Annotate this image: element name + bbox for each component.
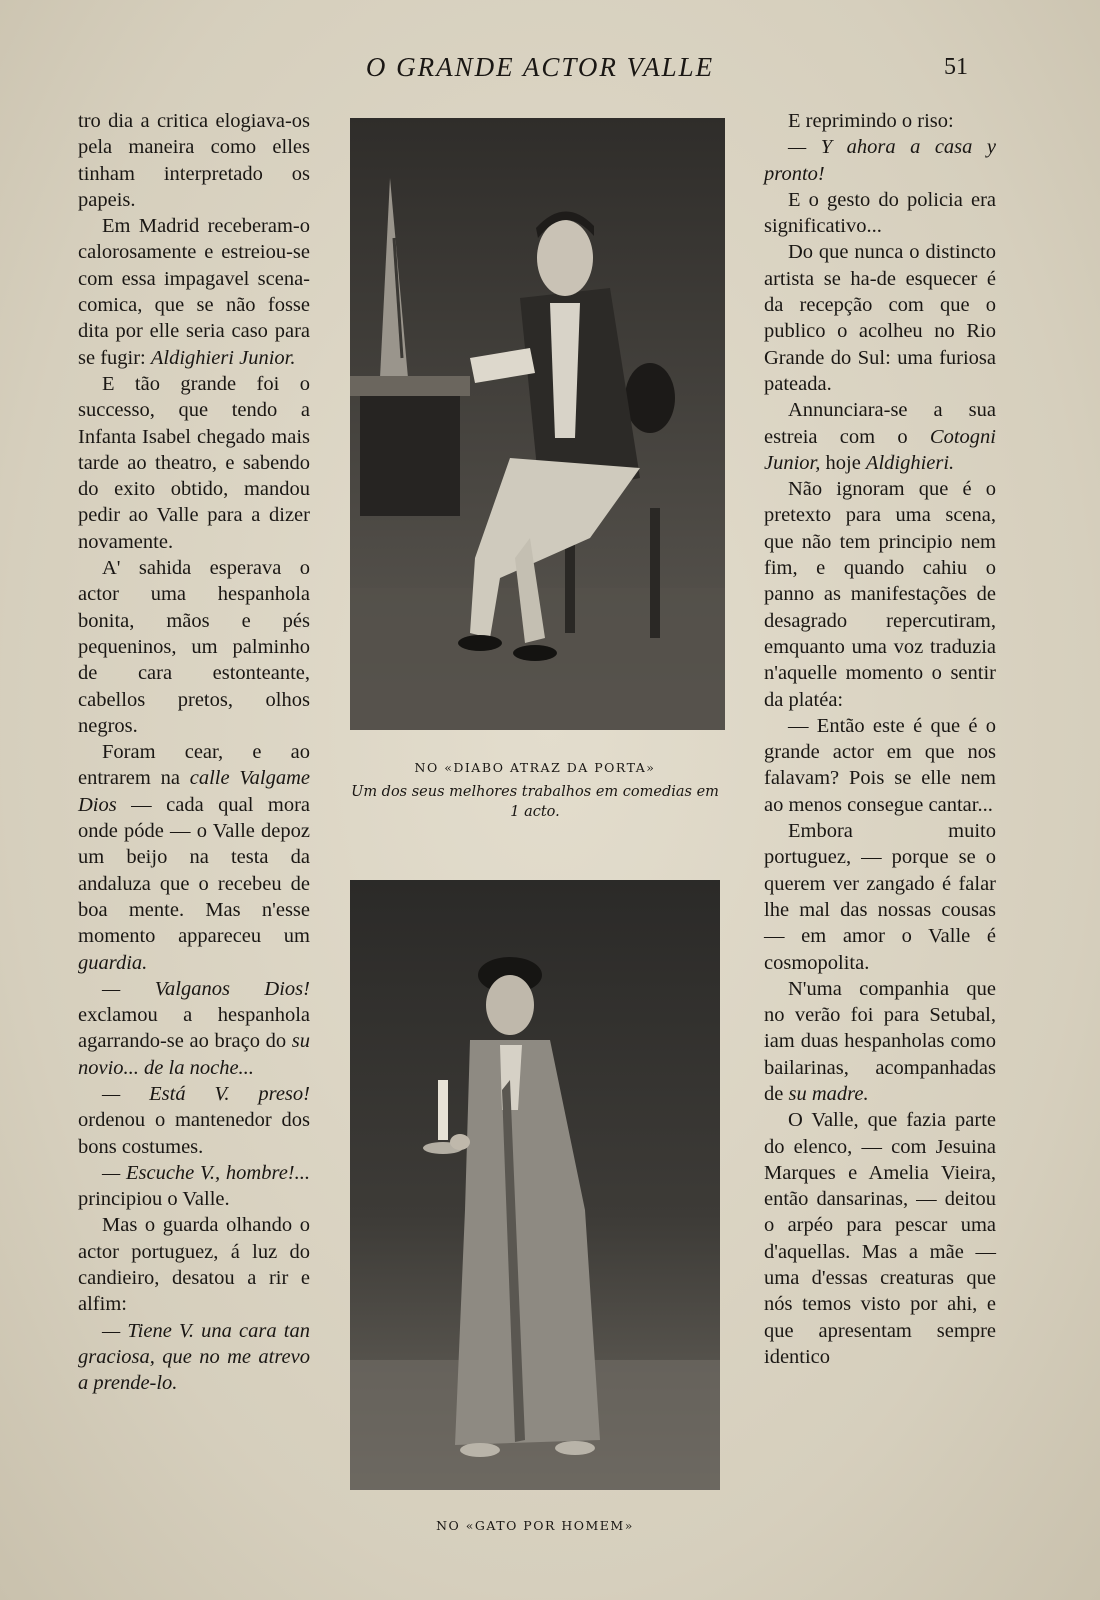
paragraph: tro dia a critica elogiava-os pela maneira como elles tinham interpretado os papeis. <box>78 110 310 211</box>
paragraph: — Então este é que é o grande actor em que nos falavam? Pois se elle nem ao menos consegue cantar... <box>764 714 996 816</box>
paragraph: — Valganos Dios! exclamou a hespanhola agarrando-se ao braço do su novio... de la noche... <box>78 977 310 1079</box>
paragraph: — Tiene V. una cara tan graciosa, que no me atrevo a prende-lo. <box>78 1319 310 1395</box>
paragraph: — Escuche V., hombre!... principiou o Valle. <box>78 1161 310 1211</box>
figure-caption-title: NO «GATO POR HOMEM» <box>436 1518 634 1533</box>
paragraph: O Valle, que fazia parte do elenco, — com Jesuina Marques e Amelia Vieira, então dansarinas, — deitou o arpéo para pescar uma d'aquellas. Mas a mãe — uma d'essas creaturas que nós temos visto por ahi, e que apresentam sempre identico <box>764 1109 996 1368</box>
page-number: 51 <box>944 54 968 80</box>
figure-caption-subtitle: Um dos seus melhores trabalhos em comedias em 1 acto. <box>351 784 719 820</box>
paragraph: E o gesto do policia era significativo... <box>764 188 996 238</box>
paragraph: — Está V. preso! ordenou o mantenedor dos bons costumes. <box>78 1082 310 1158</box>
paragraph: Não ignoram que é o pretexto para uma scena, que não tem principio nem fim, e quando cahiu o panno as manifestações de desagrado repercutiram, emquanto uma voz traduzia n'aquelle momento o sentir da platéa: <box>764 478 996 711</box>
right-text-column <box>764 108 996 1370</box>
paragraph: Do que nunca o distincto artista se ha-de esquecer é da recepção com que o publico o acolheu no Rio Grande do Sul: uma furiosa pateada. <box>764 241 996 395</box>
paragraph: — Y ahora a casa y pronto! <box>764 136 996 185</box>
photo-actor-seated <box>350 118 725 730</box>
running-title: O GRANDE ACTOR VALLE <box>365 52 715 82</box>
paragraph: Annunciara-se a sua estreia com o Cotogni Junior, hoje Aldighieri. <box>764 399 996 474</box>
photo-actor-with-candle <box>350 880 720 1490</box>
paragraph: E tão grande foi o successo, que tendo a Infanta Isabel chegado mais tarde ao theatro, e sabendo do exito obtido, mandou pedir ao Valle para a dizer novamente. <box>78 372 310 553</box>
paragraph: N'uma companhia que no verão foi para Setubal, iam duas hespanholas como bailarinas, acompanhadas de su madre. <box>764 977 996 1105</box>
figure-caption-title: NO «DIABO ATRAZ DA PORTA» <box>414 760 656 775</box>
paragraph: Mas o guarda olhando o actor portuguez, á luz do candieiro, desatou a rir e alfim: <box>78 1214 310 1316</box>
paragraph: Embora muito portuguez, — porque se o querem ver zangado é falar lhe mal das nossas cousas — em amor o Valle é cosmopolita. <box>764 820 996 974</box>
paragraph: A' sahida esperava o actor uma hespanhola bonita, mãos e pés pequeninos, um palminho de cara estonteante, cabellos pretos, olhos negros. <box>78 557 310 737</box>
paragraph: Em Madrid receberam-o calorosamente e estreiou-se com essa impagavel scena-comica, que se não fosse dita por elle seria caso para se fugir: Aldighieri Junior. <box>78 215 310 369</box>
paragraph: E reprimindo o riso: <box>788 110 954 132</box>
left-text-column <box>78 108 310 1397</box>
paragraph: Foram cear, e ao entrarem na calle Valgame Dios — cada qual mora onde póde — o Valle depoz um beijo na testa da andaluza que o recebeu de boa mente. Mas n'esse momento appareceu um guardia. <box>78 741 310 974</box>
